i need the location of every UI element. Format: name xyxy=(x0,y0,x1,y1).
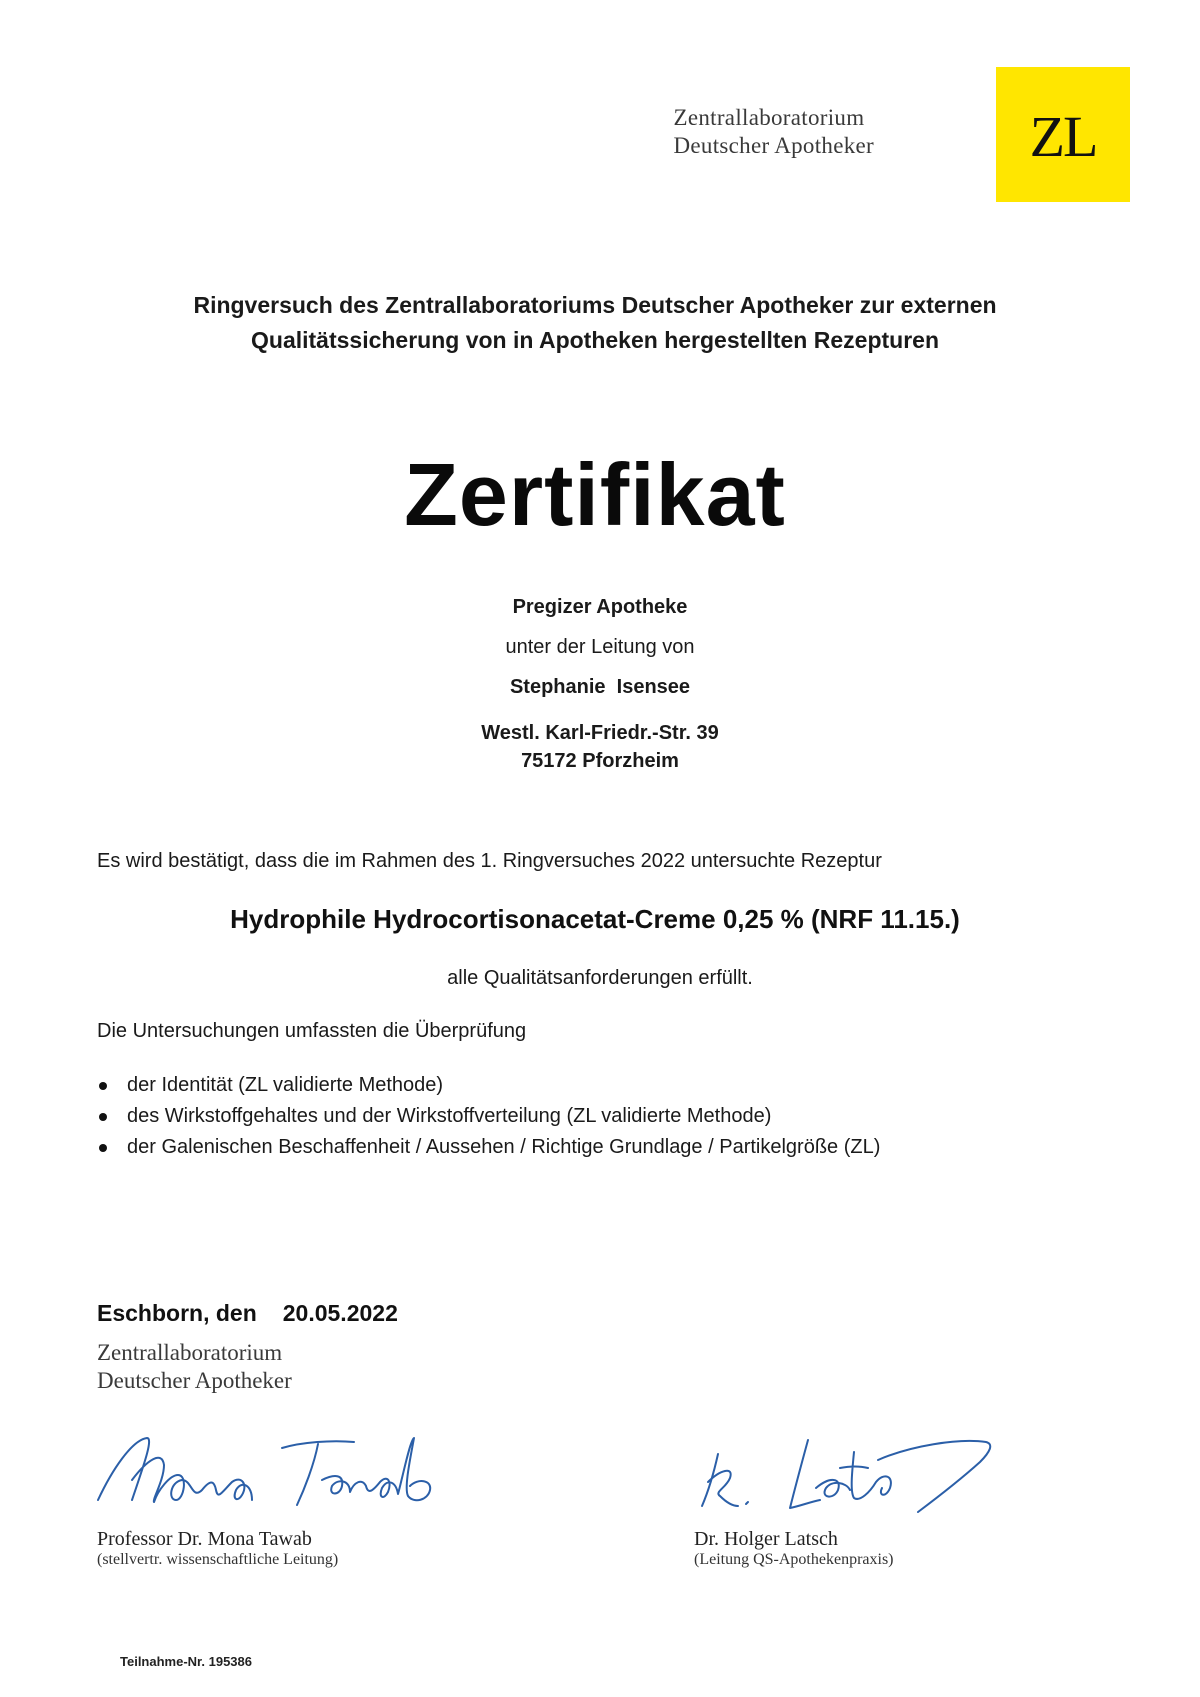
fulfilled-text: alle Qualitätsanforderungen erfüllt. xyxy=(447,967,753,989)
issuer-org xyxy=(97,1339,292,1395)
checks-list xyxy=(97,1070,880,1163)
signatory-1 xyxy=(97,1528,338,1569)
list-item: des Wirkstoffgehaltes und der Wirkstoffverteilung (ZL validierte Methode) xyxy=(97,1101,880,1132)
certificate-heading xyxy=(100,288,1090,358)
pharmacy-head: Stephanie Isensee xyxy=(509,676,691,698)
date-text: 20.05.2022 xyxy=(282,1300,398,1326)
bullet-icon xyxy=(99,1082,107,1090)
participant-number: Teilnahme-Nr. 195386 xyxy=(120,1654,252,1669)
heading-line-1: Ringversuch des Zentrallaboratoriums Deutscher Apotheker zur externen xyxy=(193,292,997,318)
signatory-2-role: (Leitung QS-Apothekenpraxis) xyxy=(694,1551,894,1568)
page-title: Zertifikat xyxy=(404,445,786,544)
heading-line-2: Qualitätssicherung von in Apotheken hergestellten Rezepturen xyxy=(251,327,939,353)
logo-line-2: Deutscher Apotheker xyxy=(673,133,874,158)
recipe-name: Hydrophile Hydrocortisonacetat-Creme 0,25 % (NRF 11.15.) xyxy=(230,904,960,934)
signatory-1-role: (stellvertr. wissenschaftliche Leitung) xyxy=(97,1551,339,1568)
issuer-line-2: Deutscher Apotheker xyxy=(97,1368,292,1393)
logo-mark: ZL xyxy=(1029,104,1097,169)
logo-wordmark xyxy=(674,104,875,160)
signature-latsch xyxy=(690,1432,1010,1522)
signature-tawab xyxy=(92,1430,452,1520)
confirmation-text: Es wird bestätigt, dass die im Rahmen des 1. Ringversuches 2022 untersuchte Rezeptur xyxy=(97,850,882,872)
under-direction-text: unter der Leitung von xyxy=(505,636,695,658)
pharmacy-street: Westl. Karl-Friedr.-Str. 39 xyxy=(481,722,719,744)
list-item: der Identität (ZL validierte Methode) xyxy=(97,1070,880,1101)
pharmacy-name: Pregizer Apotheke xyxy=(512,596,688,618)
pharmacy-city: 75172 Pforzheim xyxy=(521,750,679,772)
place-date xyxy=(97,1300,398,1327)
signatory-2 xyxy=(694,1528,894,1569)
bullet-icon xyxy=(99,1113,107,1121)
place-text: Eschborn, den xyxy=(97,1300,257,1326)
checks-intro: Die Untersuchungen umfassten die Überprüfung xyxy=(97,1020,527,1042)
zl-logo xyxy=(996,67,1130,202)
logo-line-1: Zentrallaboratorium xyxy=(673,105,865,130)
bullet-icon xyxy=(99,1144,107,1152)
list-item: der Galenischen Beschaffenheit / Aussehen / Richtige Grundlage / Partikelgröße (ZL) xyxy=(97,1132,880,1163)
signatory-2-name: Dr. Holger Latsch xyxy=(694,1528,838,1550)
signatory-1-name: Professor Dr. Mona Tawab xyxy=(97,1528,312,1550)
issuer-line-1: Zentrallaboratorium xyxy=(97,1340,283,1365)
